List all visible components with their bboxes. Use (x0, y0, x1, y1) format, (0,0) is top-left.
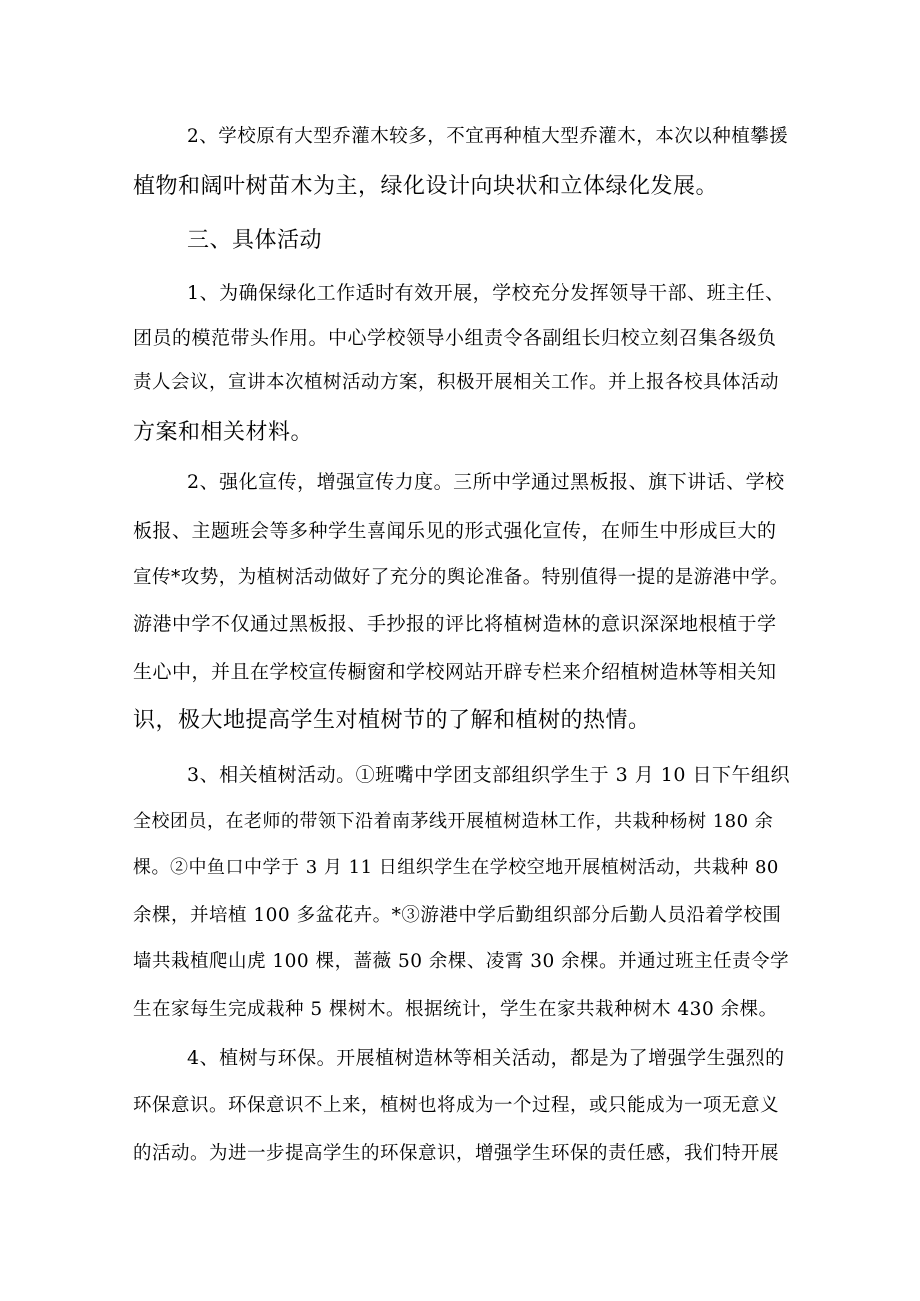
paragraph-line: 识，极大地提高学生对植树节的了解和植树的热情。 (133, 708, 651, 733)
paragraph-line: 生心中，并且在学校宣传橱窗和学校网站开辟专栏来介绍植树造林等相关知 (133, 661, 777, 683)
paragraph-line: 生在家每生完成栽种 5 棵树木。根据统计，学生在家共栽种树木 430 余棵。 (133, 999, 778, 1020)
paragraph-line: 植物和阔叶树苗木为主，绿化设计向块状和立体绿化发展。 (133, 174, 719, 199)
paragraph-line: 的活动。为进一步提高学生的环保意识，增强学生环保的责任感，我们特开展 (133, 1143, 780, 1164)
paragraph-line: 板报、主题班会等多种学生喜闻乐见的形式强化宣传，在师生中形成巨大的 (133, 520, 777, 542)
paragraph-line: 全校团员，在老师的带领下沿着南茅线开展植树造林工作，共栽种杨树 180 余 (133, 811, 774, 832)
paragraph-line: 棵。②中鱼口中学于 3 月 11 日组织学生在学校空地开展植树活动，共栽种 80 (133, 857, 779, 878)
paragraph-line: 宣传*攻势，为植树活动做好了充分的舆论准备。特别值得一提的是游港中学。 (133, 567, 789, 588)
paragraph-line: 2、强化宣传，增强宣传力度。三所中学通过黑板报、旗下讲话、学校 (187, 471, 785, 493)
paragraph-line: 2、学校原有大型乔灌木较多，不宜再种植大型乔灌木，本次以种植攀援 (187, 126, 789, 147)
section-heading: 三、具体活动 (187, 228, 323, 253)
paragraph-line: 责人会议，宣讲本次植树活动方案，积极开展相关工作。并上报各校具体活动 (133, 372, 780, 393)
paragraph-line: 团员的模范带头作用。中心学校领导小组责令各副组长归校立刻召集各级负 (133, 327, 777, 349)
paragraph-line: 3、相关植树活动。①班嘴中学团支部组织学生于 3 月 10 日下午组织 (187, 764, 791, 786)
paragraph-line: 4、植树与环保。开展植树造林等相关活动，都是为了增强学生强烈的 (187, 1047, 785, 1069)
paragraph-line: 游港中学不仅通过黑板报、手抄报的评比将植树造林的意识深深地根植于学 (133, 613, 777, 635)
paragraph-line: 墙共栽植爬山虎 100 棵，蔷薇 50 余棵、凌霄 30 余棵。并通过班主任责令学 (133, 951, 790, 972)
paragraph-line: 方案和相关材料。 (133, 420, 314, 445)
paragraph-line: 余棵，并培植 100 多盆花卉。*③游港中学后勤组织部分后勤人员沿着学校围 (133, 905, 782, 926)
paragraph-line: 环保意识。环保意识不上来，植树也将成为一个过程，或只能成为一项无意义 (133, 1095, 780, 1116)
paragraph-line: 1、为确保绿化工作适时有效开展，学校充分发挥领导干部、班主任、 (187, 282, 785, 304)
